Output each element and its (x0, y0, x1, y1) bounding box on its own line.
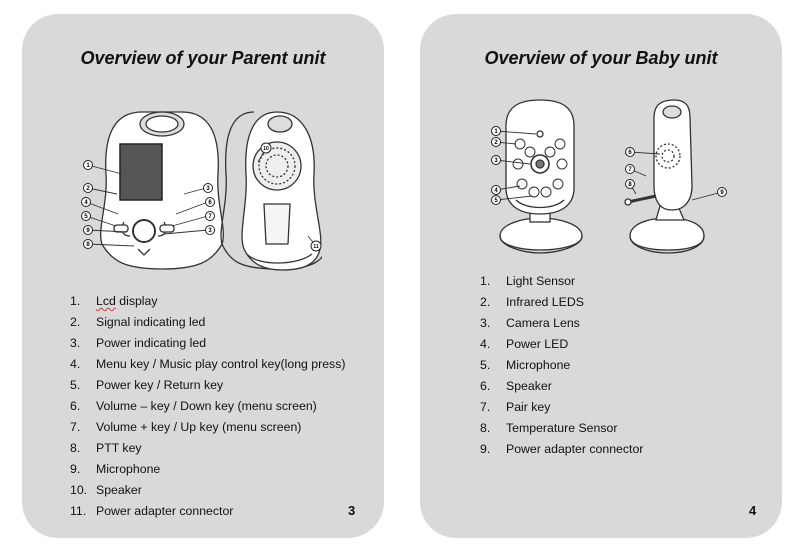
parent-callout-5 (82, 212, 91, 221)
list-item: 1. Light Sensor (480, 274, 576, 288)
baby-callout-4 (492, 186, 501, 195)
list-item: 7. Volume + key / Up key (menu screen) (70, 420, 302, 434)
baby-callout-9 (718, 188, 727, 197)
parent-callout-2 (84, 184, 93, 193)
baby-page-title: Overview of your Baby unit (484, 48, 718, 68)
parent-callout-7 (206, 212, 215, 221)
list-item: 4. Menu key / Music play control key(long press) (70, 357, 346, 371)
parent-unit-page (22, 14, 384, 538)
parent-callout-4 (82, 198, 91, 207)
parent-callout-1 (84, 161, 93, 170)
parent-unit-illustration (72, 94, 322, 289)
parent-callout-11 (311, 241, 321, 251)
list-item: 9. Power adapter connector (480, 442, 644, 456)
svg-text:1: 1 (494, 129, 498, 135)
svg-text:4: 4 (494, 188, 498, 194)
baby-callout-2 (492, 138, 501, 147)
page-number: 3 (348, 503, 356, 518)
svg-text:3: 3 (208, 228, 212, 234)
svg-text:1: 1 (86, 163, 90, 169)
svg-text:7: 7 (628, 167, 632, 173)
parent-callout-3 (204, 184, 213, 193)
svg-text:6: 6 (208, 200, 212, 206)
baby-callout-1 (492, 127, 501, 136)
baby-unit-front (500, 100, 582, 253)
list-item: 5. Microphone (480, 358, 571, 372)
list-item: 3. Camera Lens (480, 316, 580, 330)
baby-parts-list (480, 274, 643, 463)
list-item: 2. Signal indicating led (70, 315, 206, 329)
parent-callout-8 (84, 240, 93, 249)
parent-callout-10 (261, 143, 271, 153)
page-number: 4 (749, 503, 757, 518)
list-item: 8. Temperature Sensor (480, 421, 618, 435)
list-item: 5. Power key / Return key (70, 378, 224, 392)
list-item: 2. Infrared LEDS (480, 295, 584, 309)
svg-text:8: 8 (628, 182, 632, 188)
svg-text:3: 3 (206, 186, 210, 192)
svg-text:6: 6 (628, 150, 632, 156)
list-item: 7. Pair key (480, 400, 551, 414)
list-item: 10. Speaker (70, 483, 142, 497)
baby-unit-side (625, 100, 704, 253)
svg-text:9: 9 (720, 190, 724, 196)
baby-callout-3 (492, 156, 501, 165)
svg-text:8: 8 (86, 242, 90, 248)
parent-parts-list (70, 294, 345, 525)
baby-callout-7 (626, 165, 635, 174)
svg-text:2: 2 (494, 140, 498, 146)
parent-unit-back (221, 112, 322, 270)
list-item: 9. Microphone (70, 462, 161, 476)
svg-text:4: 4 (84, 200, 88, 206)
svg-text:9: 9 (86, 228, 90, 234)
list-item: 3. Power indicating led (70, 336, 207, 350)
baby-unit-illustration (478, 96, 728, 261)
svg-text:2: 2 (86, 186, 90, 192)
list-item: 4. Power LED (480, 337, 569, 351)
lcd-word: Lcd (96, 294, 116, 308)
baby-callout-8 (626, 180, 635, 189)
svg-text:3: 3 (494, 158, 498, 164)
parent-callout-9 (84, 226, 93, 235)
baby-unit-page (420, 14, 782, 538)
list-item: 8. PTT key (70, 441, 142, 455)
baby-callout-5 (492, 196, 501, 205)
list-item: 6. Speaker (480, 379, 552, 393)
svg-text:5: 5 (494, 198, 498, 204)
baby-callout-6 (626, 148, 635, 157)
svg-text:7: 7 (208, 214, 212, 220)
svg-text:11: 11 (313, 244, 319, 250)
list-item: 6. Volume – key / Down key (menu screen) (70, 399, 317, 413)
svg-text:10: 10 (263, 146, 269, 152)
parent-callout-3b (206, 226, 215, 235)
list-item: 1. Lcd display (70, 294, 158, 308)
list-item: 11. Power adapter connector (70, 504, 234, 518)
svg-text:5: 5 (84, 214, 88, 220)
parent-page-title: Overview of your Parent unit (80, 48, 326, 68)
parent-callout-6 (206, 198, 215, 207)
